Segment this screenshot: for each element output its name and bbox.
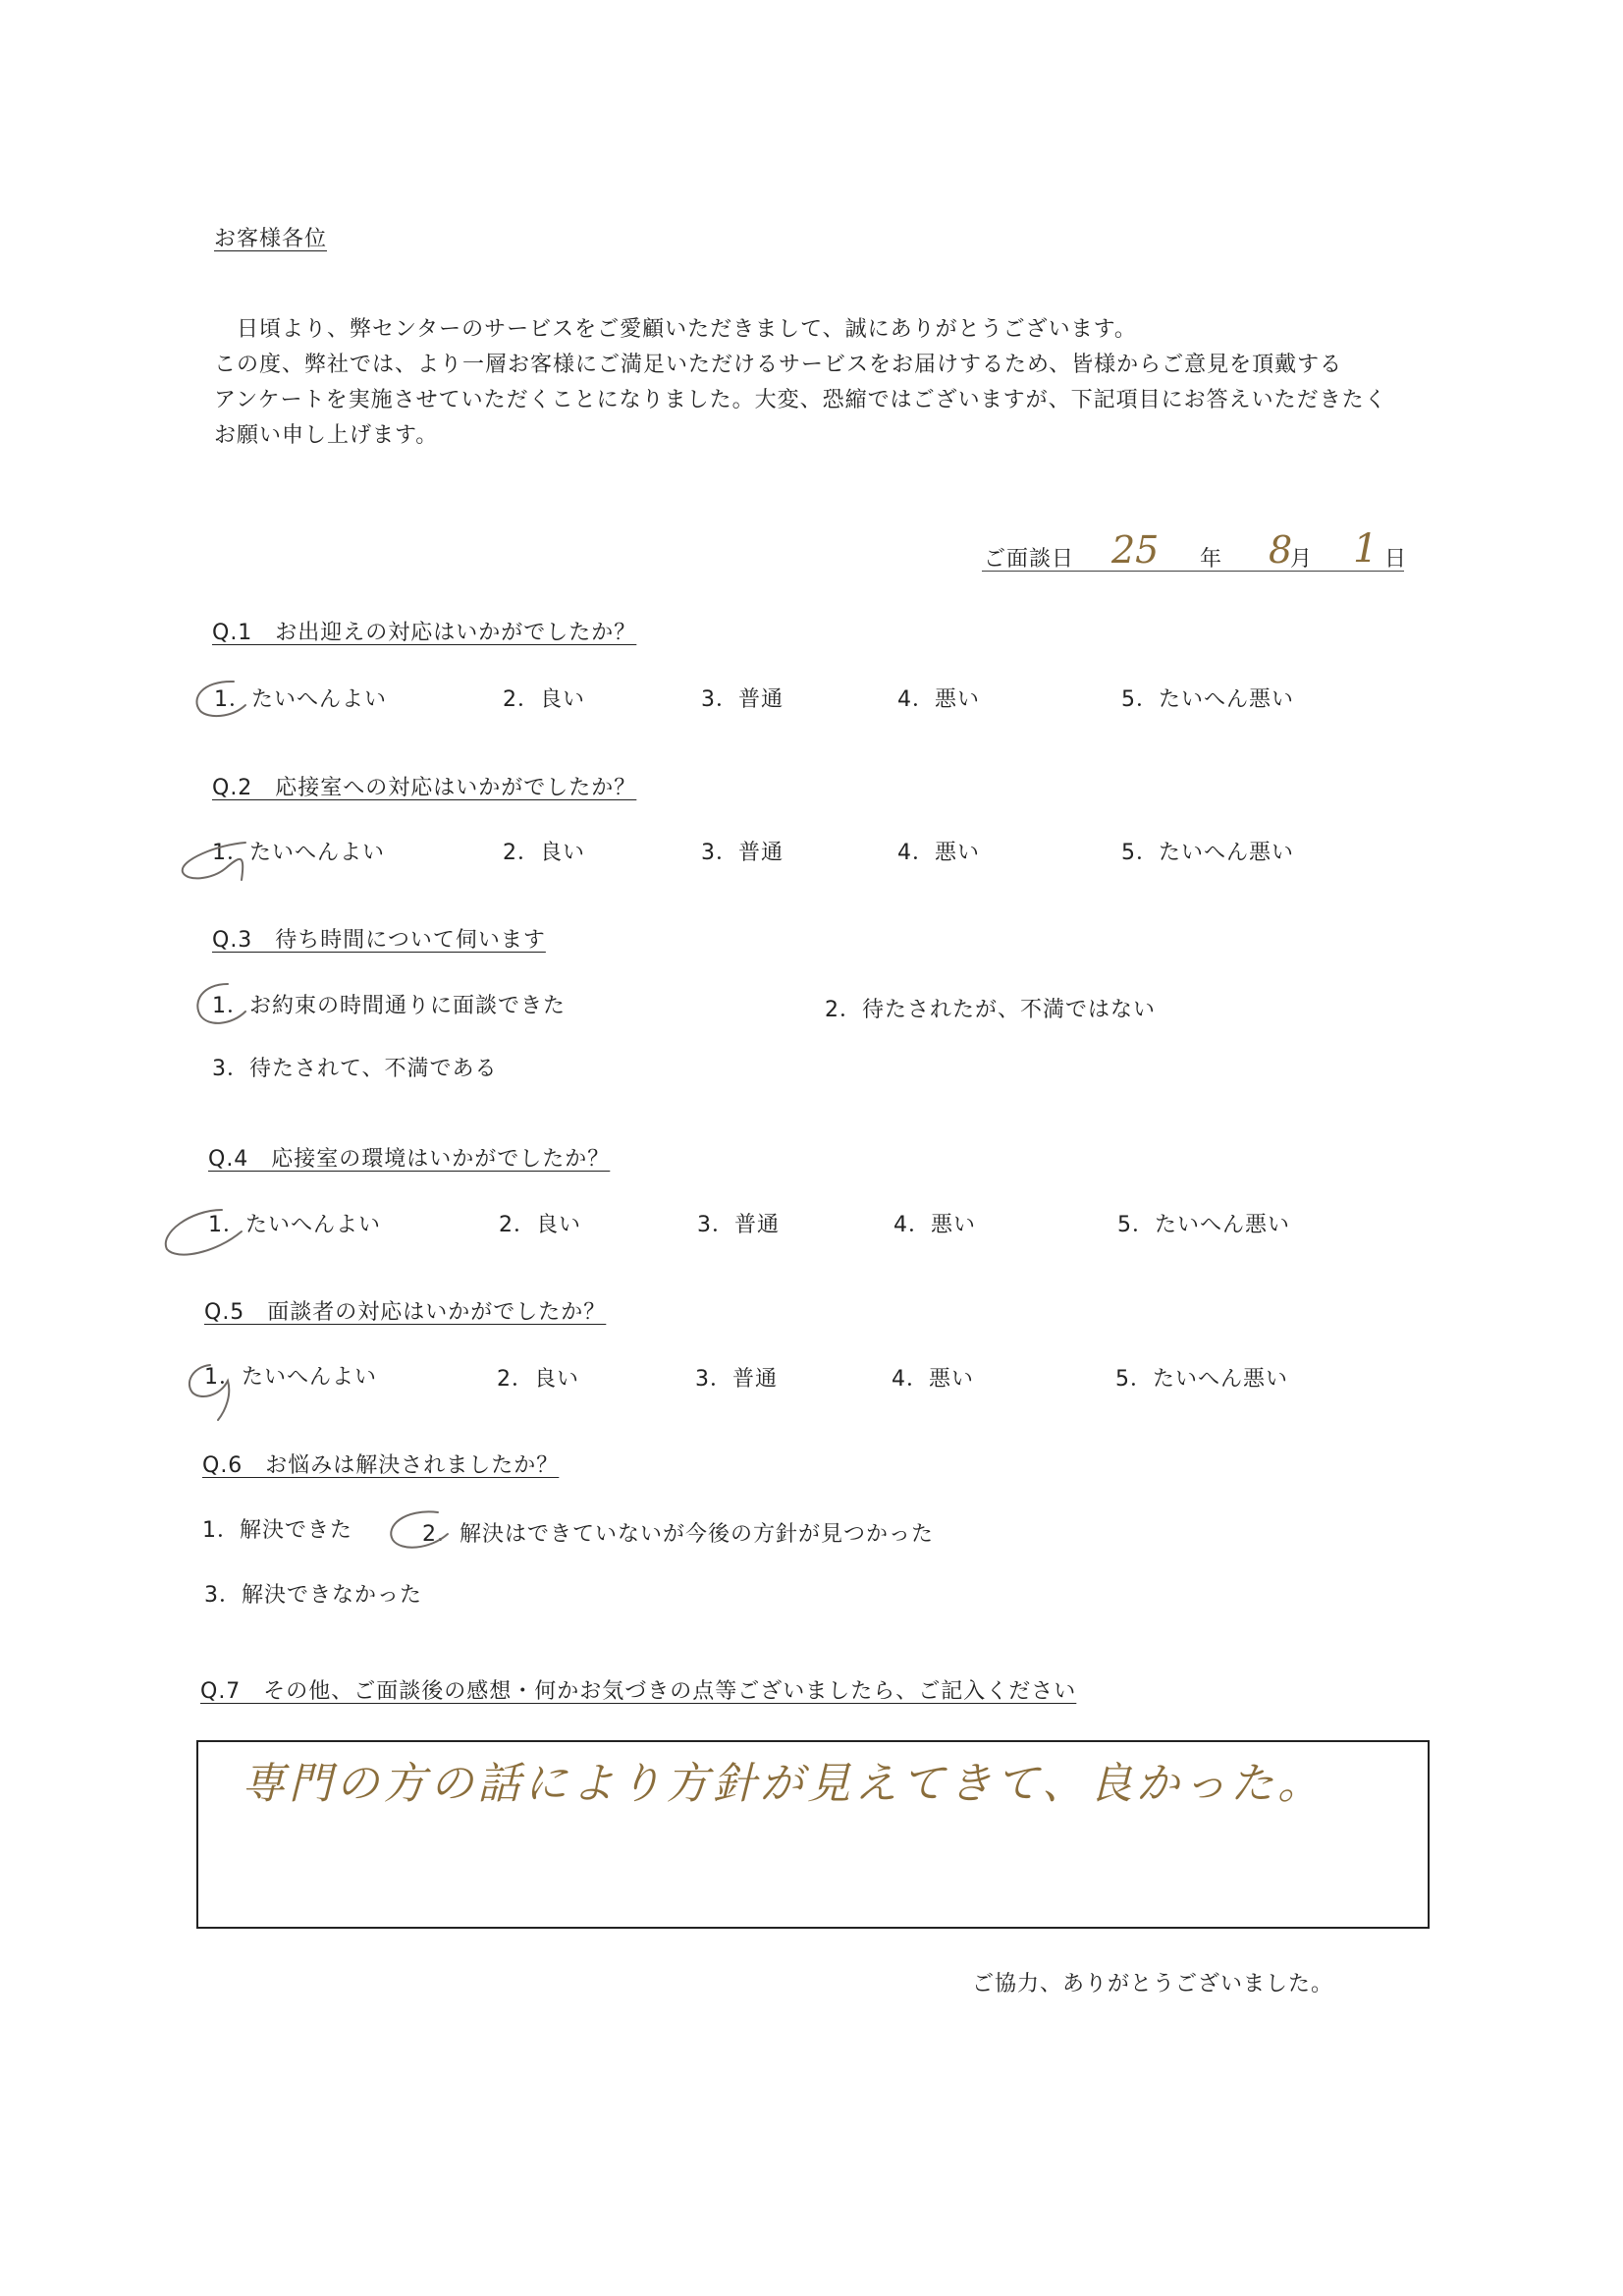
q4-option-4[interactable]: 4．悪い: [893, 1213, 976, 1237]
intro-paragraph: [214, 312, 1387, 454]
q3-option-3[interactable]: 3．待たされて、不満である: [212, 1057, 498, 1081]
q1-option-1[interactable]: 1．たいへんよい: [214, 687, 387, 712]
intro-line: 日頃より、弊センターのサービスをご愛顧いただきまして、誠にありがとうございます。: [214, 317, 1137, 342]
q7-title: Q.7 その他、ご面談後の感想・何かお気づきの点等ございましたら、ご記入ください: [200, 1679, 1077, 1704]
q5-option-3[interactable]: 3．普通: [695, 1367, 778, 1392]
date-year-value[interactable]: 25: [1111, 528, 1160, 572]
date-month-unit: 月: [1290, 547, 1314, 572]
date-month-value[interactable]: 8: [1269, 528, 1293, 572]
q2-title: Q.2 応接室への対応はいかがでしたか？: [212, 776, 637, 800]
q5-option-2[interactable]: 2．良い: [497, 1367, 579, 1392]
q2-option-3[interactable]: 3．普通: [701, 841, 784, 865]
q2-option-4[interactable]: 4．悪い: [897, 841, 980, 865]
q6-option-1[interactable]: 1．解決できた: [202, 1518, 352, 1543]
q1-option-2[interactable]: 2．良い: [503, 687, 585, 712]
date-year-unit: 年: [1200, 547, 1223, 572]
q4-title: Q.4 応接室の環境はいかがでしたか？: [208, 1147, 611, 1172]
q1-option-3[interactable]: 3．普通: [701, 687, 784, 712]
q2-option-2[interactable]: 2．良い: [503, 841, 585, 865]
q6-option-3[interactable]: 3．解決できなかった: [204, 1583, 422, 1608]
q2-option-1[interactable]: 1．たいへんよい: [212, 841, 385, 865]
intro-line: この度、弊社では、より一層お客様にご満足いただけるサービスをお届けするため、皆様からご意見を頂戴する: [214, 353, 1343, 377]
date-day-value[interactable]: 1: [1353, 526, 1379, 572]
salutation: お客様各位: [214, 227, 328, 251]
q1-title: Q.1 お出迎えの対応はいかがでしたか？: [212, 621, 637, 645]
q5-option-1[interactable]: 1．たいへんよい: [204, 1365, 377, 1390]
date-label: ご面談日: [984, 547, 1075, 572]
q5-option-5[interactable]: 5．たいへん悪い: [1115, 1367, 1288, 1392]
q1-option-5[interactable]: 5．たいへん悪い: [1121, 687, 1294, 712]
q4-option-2[interactable]: 2．良い: [499, 1213, 581, 1237]
date-day-unit: 日: [1384, 547, 1408, 572]
q5-option-4[interactable]: 4．悪い: [892, 1367, 974, 1392]
q4-option-5[interactable]: 5．たいへん悪い: [1117, 1213, 1290, 1237]
q3-option-1[interactable]: 1．お約束の時間通りに面談できた: [212, 994, 566, 1018]
q3-option-2[interactable]: 2．待たされたが、不満ではない: [825, 998, 1156, 1022]
closing-text: ご協力、ありがとうございました。: [972, 1972, 1334, 1996]
q4-option-1[interactable]: 1．たいへんよい: [208, 1213, 381, 1237]
intro-line: アンケートを実施させていただくことになりました。大変、恐縮ではございますが、下記項目にお答えいただきたく: [214, 388, 1387, 412]
intro-line: お願い申し上げます。: [214, 423, 439, 448]
q7-answer[interactable]: 専門の方の話により方針が見えてきて、良かった。: [242, 1759, 1325, 1809]
q4-option-3[interactable]: 3．普通: [697, 1213, 780, 1237]
q6-option-2[interactable]: 2．解決はできていないが今後の方針が見つかった: [422, 1522, 934, 1547]
q2-option-5[interactable]: 5．たいへん悪い: [1121, 841, 1294, 865]
q5-title: Q.5 面談者の対応はいかがでしたか？: [204, 1300, 607, 1325]
q3-title: Q.3 待ち時間について伺います: [212, 928, 546, 953]
q1-option-4[interactable]: 4．悪い: [897, 687, 980, 712]
q6-title: Q.6 お悩みは解決されましたか？: [202, 1453, 560, 1478]
